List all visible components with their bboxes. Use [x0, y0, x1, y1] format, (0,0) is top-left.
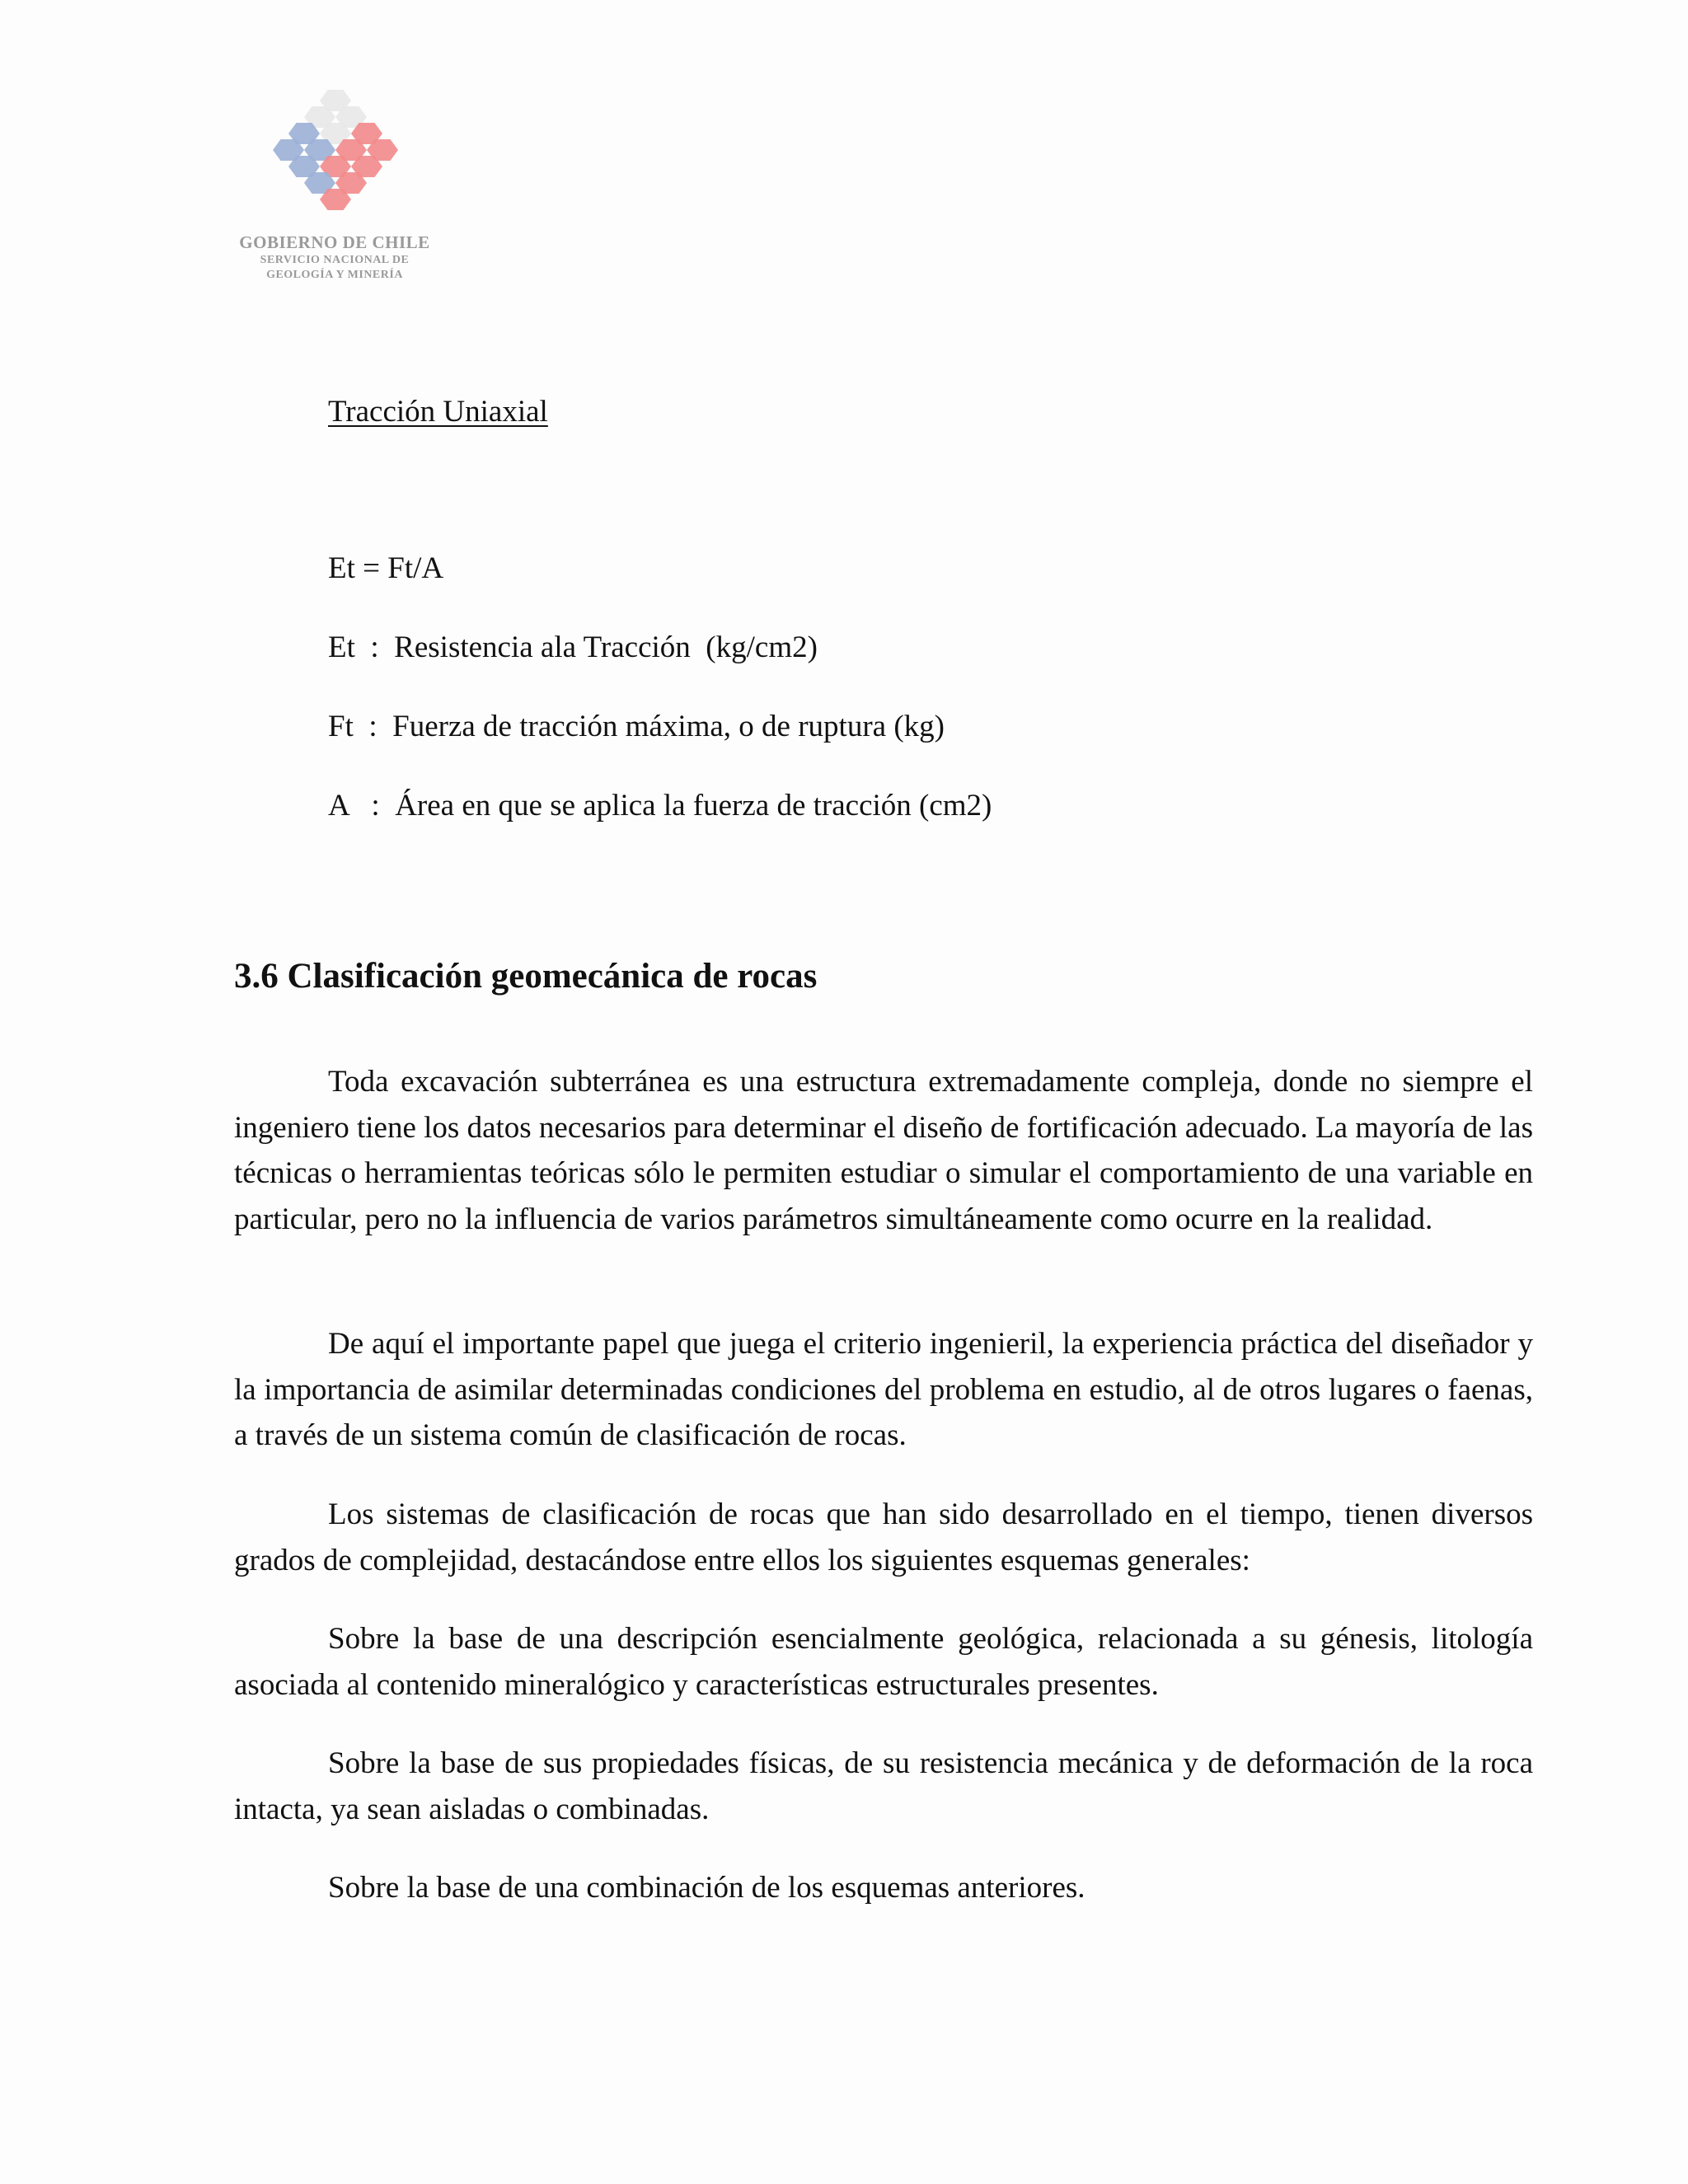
logo-line-2: SERVICIO NACIONAL DE	[260, 254, 410, 266]
logo-emblem-icon	[265, 89, 406, 229]
paragraph-4: Sobre la base de una descripción esencialmente geológica, relacionada a su génesis, litología asociada al contenido mineralógico y características estructurales presentes.	[234, 1622, 1533, 1702]
formula-definition-a: A : Área en que se aplica la fuerza de tracción (cm2)	[328, 789, 992, 823]
formula-equation: Et = Ft/A	[328, 551, 444, 585]
paragraph-2: De aquí el importante papel que juega el criterio ingenieril, la experiencia práctica del diseñador y la importancia de asimilar determinadas condiciones del problema en estudio, al de otros lugares o faenas, a través de un sistema común de clasificación de rocas.	[234, 1327, 1533, 1452]
logo-line-3: GEOLOGÍA Y MINERÍA	[266, 269, 403, 281]
paragraph-5: Sobre la base de sus propiedades físicas, de su resistencia mecánica y de deformación de la roca intacta, ya sean aisladas o combinadas.	[234, 1746, 1533, 1826]
formula-definition-ft: Ft : Fuerza de tracción máxima, o de ruptura (kg)	[328, 710, 945, 743]
paragraph-1: Toda excavación subterránea es una estructura extremadamente compleja, donde no siempre el ingeniero tiene los datos necesarios para determinar el diseño de fortificación adecuado. La mayoría de las técnicas o herramientas teóricas sólo le permiten estudiar o simular el comportamiento de una variable en particular, pero no la influencia de varios parámetros simultáneamente como ocurre en la realidad.	[234, 1065, 1533, 1236]
logo-line-1: GOBIERNO DE CHILE	[239, 232, 430, 252]
paragraph-6: Sobre la base de una combinación de los esquemas anteriores.	[328, 1871, 1085, 1905]
section-heading: 3.6 Clasificación geomecánica de rocas	[234, 957, 818, 996]
section-title-traccion-uniaxial: Tracción Uniaxial	[328, 395, 548, 429]
gobierno-de-chile-logo	[232, 89, 437, 287]
paragraph-3: Los sistemas de clasificación de rocas que han sido desarrollado en el tiempo, tienen diversos grados de complejidad, destacándose entre ellos los siguientes esquemas generales:	[234, 1497, 1533, 1577]
formula-definition-et: Et : Resistencia ala Tracción (kg/cm2)	[328, 630, 818, 664]
